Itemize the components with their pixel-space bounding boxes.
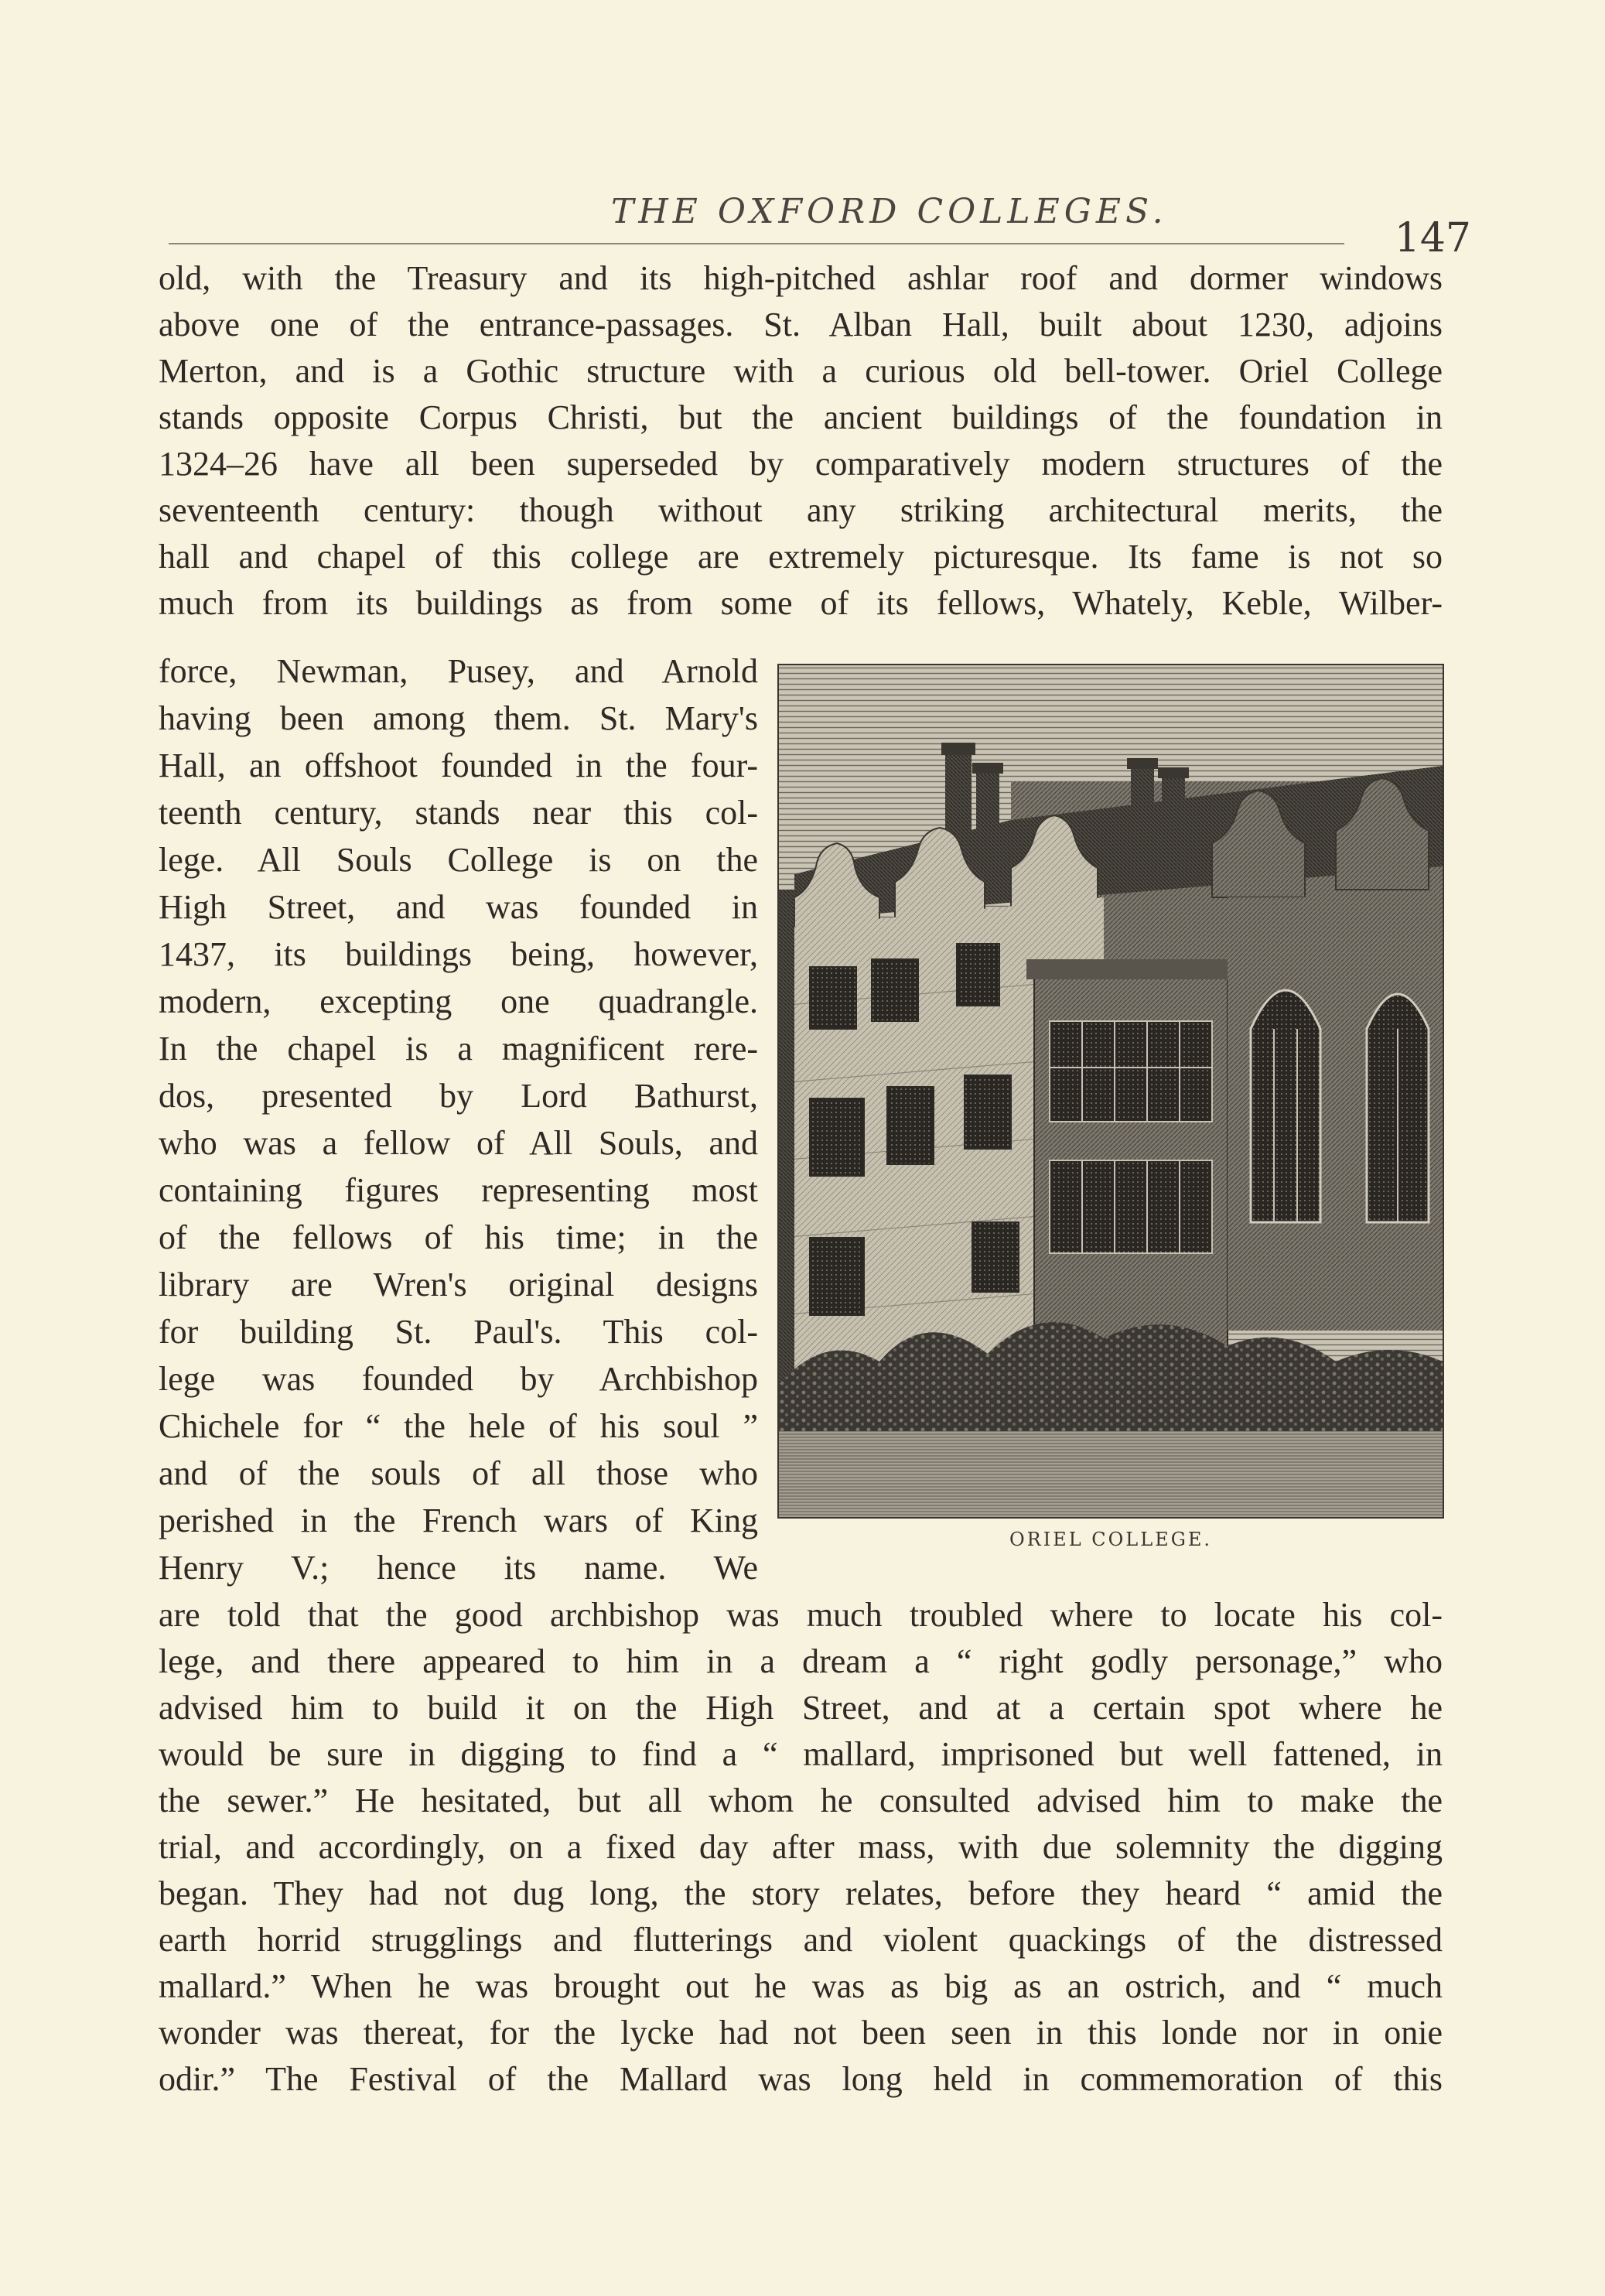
text-line: who was a fellow of All Souls, and [159, 1124, 758, 1162]
text-line: lege. All Souls College is on the [159, 841, 758, 879]
running-title: THE OXFORD COLLEGES. [611, 192, 1168, 231]
text-line: containing figures representing most [159, 1171, 758, 1209]
text-line: Merton, and is a Gothic structure with a curious old bell-tower. Oriel College [159, 352, 1443, 390]
text-line: advised him to build it on the High Street, and at a certain spot where he [159, 1689, 1443, 1727]
text-line: library are Wren's original designs [159, 1266, 758, 1303]
text-line: trial, and accordingly, on a fixed day after mass, with due solemnity the digging [159, 1828, 1443, 1866]
text-line: mallard.” When he was brought out he was as big as an ostrich, and “ much [159, 1967, 1443, 2005]
text-line: lege was founded by Archbishop [159, 1360, 758, 1398]
text-line: hall and chapel of this college are extremely picturesque. Its fame is not so [159, 538, 1443, 576]
text-line: odir.” The Festival of the Mallard was long held in commemoration of this [159, 2060, 1443, 2098]
text-line: old, with the Treasury and its high-pitched ashlar roof and dormer windows [159, 259, 1443, 297]
text-line: Chichele for “ the hele of his soul ” [159, 1407, 758, 1445]
header-rule [169, 243, 1344, 244]
running-head [155, 192, 1485, 261]
text-line: would be sure in digging to find a “ mallard, imprisoned but well fattened, in [159, 1735, 1443, 1773]
text-line: above one of the entrance-passages. St. Alban Hall, built about 1230, adjoins [159, 306, 1443, 343]
text-line: the sewer.” He hesitated, but all whom he consulted advised him to make the [159, 1782, 1443, 1819]
text-line: wonder was thereat, for the lycke had not been seen in this londe nor in onie [159, 2014, 1443, 2052]
text-line: lege, and there appeared to him in a dream a “ right godly personage,” who [159, 1642, 1443, 1680]
text-line: Henry V.; hence its name. We [159, 1549, 758, 1587]
text-line: stands opposite Corpus Christi, but the ancient buildings of the foundation in [159, 398, 1443, 436]
page-number: 147 [1394, 215, 1471, 261]
text-line: much from its buildings as from some of its fellows, Whately, Keble, Wilber- [159, 584, 1443, 622]
text-line: dos, presented by Lord Bathurst, [159, 1077, 758, 1115]
text-line: perished in the French wars of King [159, 1502, 758, 1539]
text-line: earth horrid strugglings and flutterings and violent quackings of the distressed [159, 1921, 1443, 1959]
text-line: and of the souls of all those who [159, 1454, 758, 1492]
text-line: Hall, an offshoot founded in the four- [159, 747, 758, 784]
text-line: force, Newman, Pusey, and Arnold [159, 652, 758, 690]
text-line: for building St. Paul's. This col- [159, 1313, 758, 1351]
text-line: are told that the good archbishop was much troubled where to locate his col- [159, 1596, 1443, 1634]
figure-oriel-college [777, 664, 1444, 1550]
text-line: High Street, and was founded in [159, 888, 758, 926]
text-line: 1437, its buildings being, however, [159, 935, 758, 973]
text-line: began. They had not dug long, the story relates, before they heard “ amid the [159, 1874, 1443, 1912]
text-line: In the chapel is a magnificent rere- [159, 1030, 758, 1068]
figure-caption: ORIEL COLLEGE. [1009, 1529, 1213, 1550]
text-line: modern, excepting one quadrangle. [159, 982, 758, 1020]
engraving-illustration [777, 664, 1444, 1519]
text-line: having been among them. St. Mary's [159, 699, 758, 737]
text-line: of the fellows of his time; in the [159, 1218, 758, 1256]
text-line: teenth century, stands near this col- [159, 794, 758, 832]
text-line: seventeenth century: though without any striking architectural merits, the [159, 491, 1443, 529]
text-line: 1324–26 have all been superseded by comparatively modern structures of the [159, 445, 1443, 483]
